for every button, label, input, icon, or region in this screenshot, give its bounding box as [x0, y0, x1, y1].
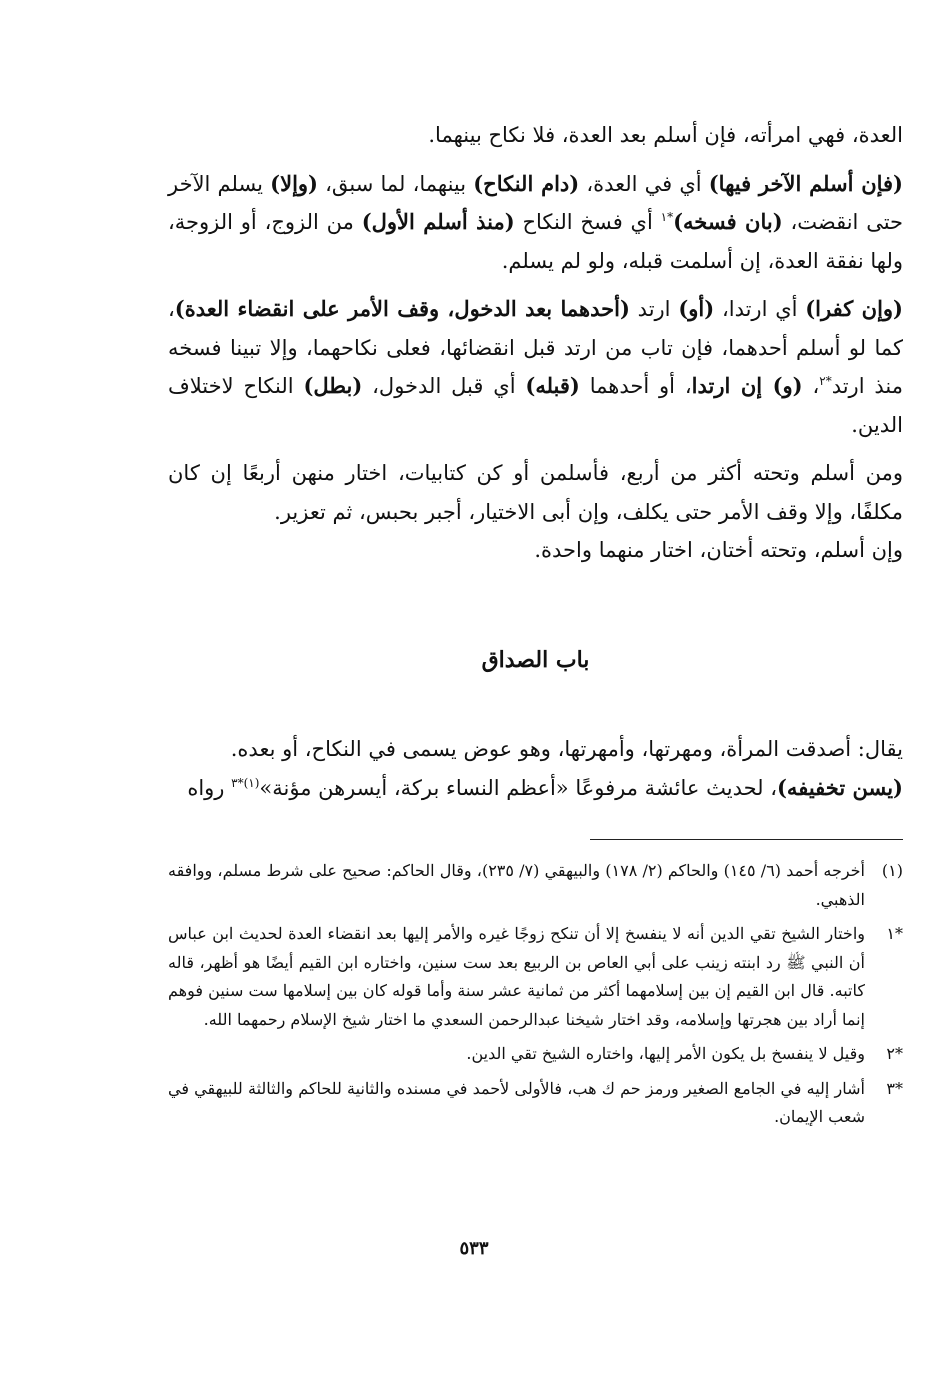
sadaq-line-2: (يسن تخفيفه)، لحديث عائشة مرفوعًا «أعظم النساء بركة، أيسرهن مؤنة»$^{(١)*٣}$ رواه — [187, 774, 903, 800]
paragraph-4: ومن أسلم وتحته أكثر من أربع، فأسلمن أو كن كتابيات، اختار منهن أربعًا إن كان مكلفًا، وإلا وقف الأمر حتى يكلف، وإن أبى الاختيار، أجبر بحبس، ثم تعزير. — [168, 461, 903, 524]
chapter-heading: باب الصداق — [481, 647, 590, 673]
paragraph-1: العدة، فهي امرأته، فإن أسلم بعد العدة، فلا نكاح بينهما. — [428, 123, 903, 147]
footnote-number: *٢ — [886, 1044, 903, 1063]
footnote-text: وقيل لا ينفسخ بل يكون الأمر إليها، واختاره الشيخ تقي الدين. — [466, 1044, 865, 1063]
footnote — [168, 920, 903, 1034]
sadaq-text — [168, 730, 903, 807]
footnote-text: واختار الشيخ تقي الدين أنه لا ينفسخ إلا أن تنكح زوجًا غيره والأمر إليها بعد انقضاء العدة لحديث ابن عباس أن النبي ﷺ رد ابنته زينب على أبي العاص بن الربيع بعد ست سنين، واختاره ابن القيم أيضًا هو أظهر، قاله كاتبه. قال ابن القيم إن بين إسلامهما أكثر من ثمانية عشر سنة وأما قوله كان بين إسلامها ست سنين فوهم إنما أراد بين هجرتها وإسلامه، وقد اختار شيخنا عبدالرحمن السعدي ما اختار شيخ الإسلام رحمهما الله. — [168, 924, 865, 1029]
footnote-marker: *٢ — [819, 374, 832, 388]
footnote-number: *٣ — [886, 1078, 903, 1098]
footnote-number: *١ — [886, 924, 903, 943]
paragraph-3: (وإن كفرا) أي ارتدا، (أو) ارتد (أحدهما بعد الدخول، وقف الأمر على انقضاء العدة)، كما لو أسلم أحدهما، فإن تاب من ارتد قبل انقضائها، فعلى نكاحهما، وإلا تبينا فسخه منذ ارتد$^{*٢}$، (و) إن ارتدا، أو أحدهما (قبله) أي قبل الدخول، (بطل) النكاح لاختلاف الدين. — [168, 296, 903, 437]
footnote-marker: *١ — [660, 210, 674, 224]
footnote-text: أخرجه أحمد (٦/ ١٤٥) والحاكم (٢/ ١٧٨) والبيهقي (٧/ ٢٣٥)، وقال الحاكم: صحيح على شرط مسلم، ووافقه الذهبي. — [168, 861, 866, 909]
footnote-number: (١) — [881, 861, 903, 880]
footnote-text: أشار إليه في الجامع الصغير ورمز حم ك هب، فالأولى لأحمد في مسنده والثانية للحاكم والثالثة للبيهقي في شعب الإيمان. — [168, 1078, 865, 1126]
paragraph-5: وإن أسلم، وتحته أختان، اختار منهما واحدة. — [534, 538, 903, 562]
main-text — [168, 116, 903, 570]
sadaq-line-1: يقال: أصدقت المرأة، ومهرتها، وأمهرتها، وهو عوض يسمى في النكاح، أو بعده. — [230, 737, 903, 761]
paragraph-2: (فإن أسلم الآخر فيها) أي في العدة، (دام النكاح) بينهما، لما سبق، (وإلا) يسلم الآخر حتى انقضت، (بان فسخه)$^{*١}$ أي فسخ النكاح (منذ أسلم الأول) من الزوج، أو الزوجة، ولها نفقة العدة، إن أسلمت قبله، ولو لم يسلم. — [168, 170, 904, 273]
page-number: ٥٣٣ — [459, 1238, 489, 1259]
footnote — [168, 1075, 903, 1132]
footnote-marker: (١)*٣ — [231, 775, 260, 790]
footnote — [168, 857, 903, 914]
footnote-divider — [590, 839, 903, 840]
footnotes — [168, 857, 903, 1138]
footnote — [168, 1040, 903, 1069]
